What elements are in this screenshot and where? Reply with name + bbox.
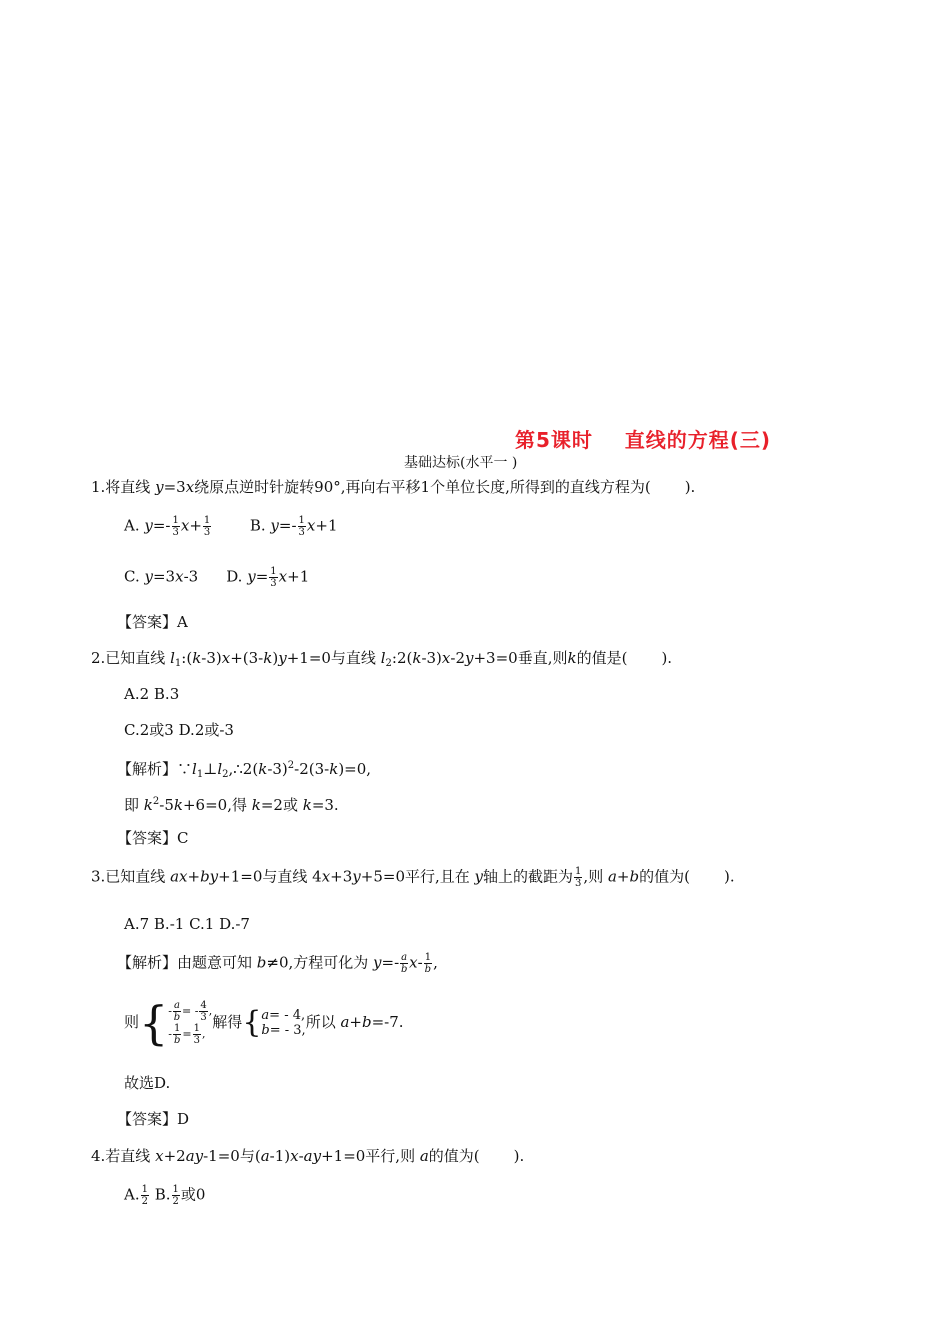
q2-stem: 2.已知直线 $l_1:(k-3)x+(3-k)y+1=0$与直线 $l_2:2(k-3)x-2y+3=0$垂直,则k的值是( ). bbox=[91, 649, 673, 669]
q2-answer: 【答案】C bbox=[117, 829, 189, 847]
q3-options: A.7 B.-1 C.1 D.-7 bbox=[124, 915, 250, 933]
page-title-text: 第5课时 直线的方程(三) bbox=[515, 428, 772, 452]
q3-analysis-2: 则{- $\frac{a}{b}$ = - $\frac{4}{3}$ , - $\frac{1}{b}$ = $\frac{1}{3}$ ,解得{a= - 4, b= - 3,所以 a+b=-7. bbox=[124, 996, 404, 1050]
q3-analysis-3: 故选D. bbox=[124, 1074, 171, 1092]
page-title bbox=[515, 424, 771, 453]
q1-answer: 【答案】A bbox=[117, 613, 188, 631]
q3-answer: 【答案】D bbox=[117, 1110, 190, 1128]
q1-stem: 1.将直线 y=3x绕原点逆时针旋转90°,再向右平移1个单位长度,所得到的直线方程为( ). bbox=[91, 478, 696, 496]
q3-analysis-1: 【解析】由题意可知 b≠0,方程可化为 y=- $\frac{a}{b}$ x- $\frac{1}{b}$ , bbox=[117, 952, 438, 975]
q2-options-ab: A.2 B.3 bbox=[124, 685, 180, 703]
section-subtitle: 基础达标(水平一 ) bbox=[404, 455, 518, 471]
q4-stem: 4.若直线 x+2ay-1=0与(a-1)x-ay+1=0平行,则 a的值为( ). bbox=[91, 1147, 525, 1165]
q2-analysis-2: 即 $k^2-5k+6=0$,得 k=2或 k=3. bbox=[124, 796, 339, 814]
q1-options-ab: A. y=- $\frac{1}{3}$ x+ $\frac{1}{3}$ B. y=- $\frac{1}{3}$ x+1 bbox=[124, 515, 338, 538]
q2-analysis-1: 【解析】$\because l_1\perp l_2,\therefore 2(k-3)^2-2(3-k)=0$, bbox=[117, 760, 372, 780]
q1-options-cd: C. y=3x-3 D. y= $\frac{1}{3}$ x+1 bbox=[124, 566, 310, 589]
q2-options-cd: C.2或3 D.2或-3 bbox=[124, 721, 234, 739]
q4-options: A. $\frac{1}{2}$ B. $\frac{1}{2}$ 或0 bbox=[124, 1184, 206, 1207]
q3-stem: 3.已知直线 ax+by+1=0与直线 4x+3y+5=0平行,且在 y轴上的截距为 $\frac{1}{3}$ ,则 a+b的值为( ). bbox=[91, 866, 735, 889]
